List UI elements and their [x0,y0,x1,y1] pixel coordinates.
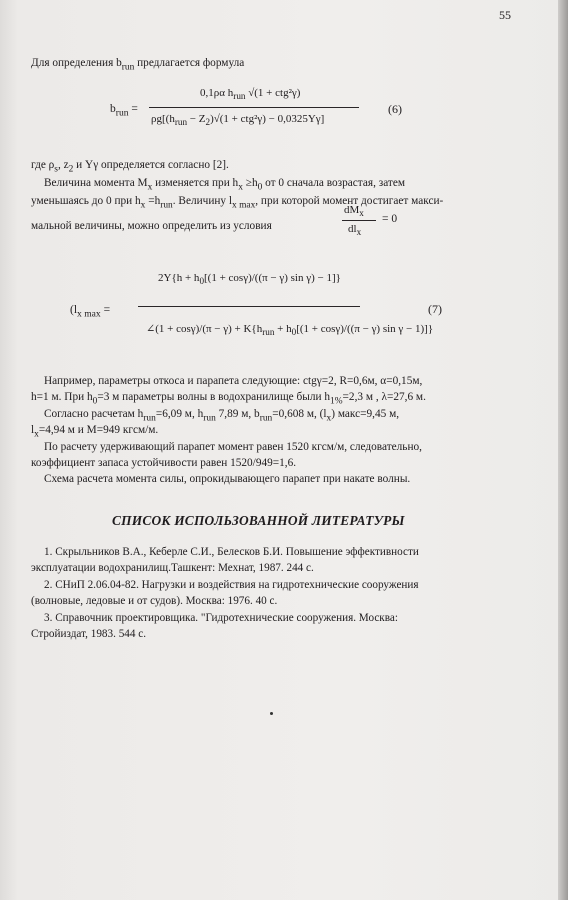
formula7-numerator: $2Y\{h + h_0[(1 + \cos\gamma)/((\pi - \gamma)$ sin γ) − 1]} [158,272,341,287]
formula7-denominator: ∠(1 + $\cos\gamma)/(\pi - \gamma) + K\{h_{run} + h_0[(1 + \cos\gamma)/((\pi - \gamma)$ sin γ − 1)]} [146,323,434,338]
condition-denominator: $dl_x$ [348,223,362,238]
paragraph2-line2: h=1 м. При $h_0=3$ м параметры волны в водохранилище были $h_{1\%}=2,3$ м , λ=27,6 м. [31,391,426,407]
formula6-lhs: $b_{run}$ = [110,103,138,119]
page-edge-shadow [558,0,568,900]
formula7-lhs: ($l_{x max}$ = [70,304,111,320]
page-number: 55 [499,8,511,22]
paragraph1-line2: уменьшаясь до 0 при $h_x =h_{run}$. Величину $l_{x max}$, при которой момент достигает макси- [31,195,444,211]
formula6-number: (6) [388,102,402,116]
formula7-fraction-bar [138,306,360,307]
ink-dot [270,712,273,715]
paragraph3-line1: Согласно расчетам $h_{run}=6,09$ м, $h_{run}$ 7,89 м, $b_{run}=0,608$ м, $(l_x)$ макс=9,45 м, [44,408,400,424]
paragraph1-line1: Величина момента $M_x$ изменяется при $h_x \ge h_0$ от 0 сначала возрастая, затем [44,177,406,193]
condition-rhs: = 0 [382,213,398,225]
where-line: где $\rho_s$, $z_2$ и Yγ определяется согласно [2]. [31,159,229,175]
references-heading: СПИСОК ИСПОЛЬЗОВАННОЙ ЛИТЕРАТУРЫ [112,513,405,528]
formula7-number: (7) [428,302,442,316]
condition-numerator: $dM_x$ [344,204,364,219]
paragraph4-line1: По расчету удерживающий парапет момент равен 1520 кгсм/м, следовательно, [44,441,422,453]
paragraph1-line3: мальной величины, можно определить из условия [31,220,272,232]
reference-1-line2: эксплуатации водохранилищ.Ташкент: Мехнат, 1987. 244 с. [31,562,314,574]
paragraph3-line2: $l_x=4,94$ м и M=949 кгсм/м. [31,424,159,440]
reference-3-line2: Стройиздат, 1983. 544 с. [31,628,147,640]
reference-2-line2: (волновые, ледовые и от судов). Москва: 1976. 40 с. [31,595,278,607]
reference-3-line1: 3. Справочник проектировщика. "Гидротехнические сооружения. Москва: [44,612,398,624]
reference-1-line1: 1. Скрыльников В.А., Кеберле С.И., Белесков Б.И. Повышение эффективности [44,546,419,558]
paragraph4-line2: коэффициент запаса устойчивости равен 1520/949=1,6. [31,457,297,469]
intro-line: Для определения $b_{run}$ предлагается формула [31,57,245,73]
paragraph5: Схема расчета момента силы, опрокидывающего парапет при накате волны. [44,473,411,485]
formula6-numerator: 0,1ρα $h_{run}$ √(1 + ctg²γ) [200,87,301,102]
formula6-fraction-bar [149,107,359,108]
condition-fraction-bar [342,220,376,221]
formula6-denominator: $\rho g[(h_{run} - Z_2)√(1 + ctg^2\gamma) - 0,0325Y\gamma]$ [151,113,325,128]
paragraph2-line1: Например, параметры откоса и парапета следующие: ctgγ=2, R=0,6м, α=0,15м, [44,375,423,387]
reference-2-line1: 2. СНиП 2.06.04-82. Нагрузки и воздействия на гидротехнические сооружения [44,579,419,591]
